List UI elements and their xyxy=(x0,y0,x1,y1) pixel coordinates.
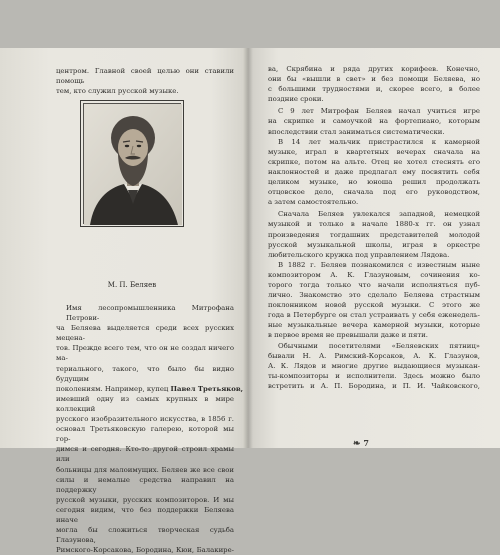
text-line: С 9 лет Митрофан Беляев начал учиться игре xyxy=(278,107,480,116)
text-line: на скрипке и самоучкой на фортепиано, которым xyxy=(268,117,480,126)
text-line: впоследствии стал заниматься систематически. xyxy=(268,127,445,136)
text-line: скрипке, потом на альте. Отец не хотел стеснять его xyxy=(268,157,480,166)
text-line: сегодня видим, что без поддержки Беляева иначе xyxy=(56,505,234,524)
text-line: лично. Знакомство это сделало Беляева страстным xyxy=(268,291,480,300)
text-line: В 14 лет мальчик пристрастился к камерной xyxy=(278,137,480,146)
page-number xyxy=(353,438,369,449)
text-line: Римского-Корсакова, Бородина, Кюи, Балакире- xyxy=(56,546,234,555)
text-line: имевший одну из самых крупных в мире коллекций xyxy=(56,394,234,413)
ornament-icon: ❧ xyxy=(353,439,361,449)
text-line: а затем самостоятельно. xyxy=(268,198,359,207)
portrait-caption: М. П. Беляев xyxy=(107,281,157,289)
text-line: А. К. Лядов и многие другие выдающиеся музыкан- xyxy=(268,361,480,370)
text-line: музыке, играл в квартетных вечерах сначала на xyxy=(268,147,480,156)
text-line: Имя лесопромышленника Митрофана Петрови- xyxy=(66,304,234,323)
left-page xyxy=(0,48,248,555)
book-spread xyxy=(0,48,500,555)
text-line: отцовское дело, сначала под его руководством, xyxy=(268,188,480,197)
text-line: тем, кто служил русской музыке. xyxy=(56,87,179,96)
text-line: произведения тогдашних представителей молодой xyxy=(268,230,480,239)
text-line: В 1882 г. Беляев познакомился с известным ныне xyxy=(278,260,480,269)
text-line: могла бы сложиться творческая судьба Глазунова, xyxy=(56,526,234,545)
portrait-frame xyxy=(80,100,184,227)
text-line: года в Петербурге он стал устраивать у себя еженедель- xyxy=(268,311,480,320)
portrait-image xyxy=(83,103,181,224)
text-line: поздние сроки. xyxy=(268,95,324,104)
text-line: любительского кружка под управлением Лядова. xyxy=(268,250,450,259)
book-gutter xyxy=(243,48,253,448)
text-line: в первое время не превышали даже и пяти. xyxy=(268,331,428,340)
text-line: ва, Скрябина и ряда других корифеев. Конечно, xyxy=(268,65,480,73)
text-line: наклонностей и даже предлагал ему посвятить себя xyxy=(268,167,480,176)
text-line xyxy=(56,384,244,394)
text-line: русской музыкальной школы, играя в оркестре xyxy=(268,240,480,249)
text-line: они бы «вышли в свет» и без помощи Беляева, но xyxy=(268,75,480,84)
left-page-top-text xyxy=(56,66,234,96)
text-line: целиком музыке, но юноша решил продолжать xyxy=(268,178,480,187)
text-line: торого тогда только что начали исполняться пуб- xyxy=(268,280,480,289)
text-line: встретить и А. П. Бородина, и П. И. Чайковского, xyxy=(268,381,480,390)
text-line: с большими трудностями и, скорее всего, в более xyxy=(268,85,480,94)
text-line: ча Беляева выделяется среди всех русских мецена- xyxy=(56,324,234,343)
page-number-value: 7 xyxy=(363,438,369,448)
text-line: композитором А. К. Глазуновым, сочинения ко- xyxy=(268,270,480,279)
text-line: Сначала Беляев увлекался западной, немецкой xyxy=(278,210,480,219)
text-fragment: поколениям. Например, купец xyxy=(56,384,171,393)
text-line: русского изобразительного искусства, в 1856 г. xyxy=(56,415,234,424)
right-page xyxy=(248,48,500,448)
text-line: тов. Прежде всего тем, что он не создал ничего ма- xyxy=(56,344,234,363)
right-page-body-text xyxy=(268,64,480,391)
text-line: ты-композиторы и исполнители. Здесь можно было xyxy=(268,371,480,380)
text-line: бывали Н. А. Римский-Корсаков, А. К. Глазунов, xyxy=(268,351,480,360)
text-line: Обычными посетителями «Беляевских пятниц» xyxy=(278,341,480,350)
text-line: русской музыки, русских композиторов. И мы xyxy=(56,495,234,504)
left-page-body-text xyxy=(56,303,244,555)
text-line: поклонником новой русской музыки. С этого же xyxy=(268,301,480,310)
text-line: димся и сегодня. Кто-то другой строил храмы или xyxy=(56,445,234,464)
text-line: основал Третьяковскую галерею, которой мы гор- xyxy=(56,425,234,444)
bold-name: Павел Третьяков, xyxy=(170,384,244,393)
text-line: териального, такого, что было бы видно будущим xyxy=(56,364,234,383)
text-line: ные музыкальные вечера камерной музыки, которые xyxy=(268,321,480,330)
text-line: силы и немалые средства направил на поддержку xyxy=(56,475,234,494)
text-line: музыкой и только в начале 1880-х гг. он узнал xyxy=(268,220,480,229)
text-line: больницы для малоимущих. Беляев же все свои xyxy=(56,465,234,474)
text-line: центром. Главной своей целью они ставили помощь xyxy=(56,67,234,86)
